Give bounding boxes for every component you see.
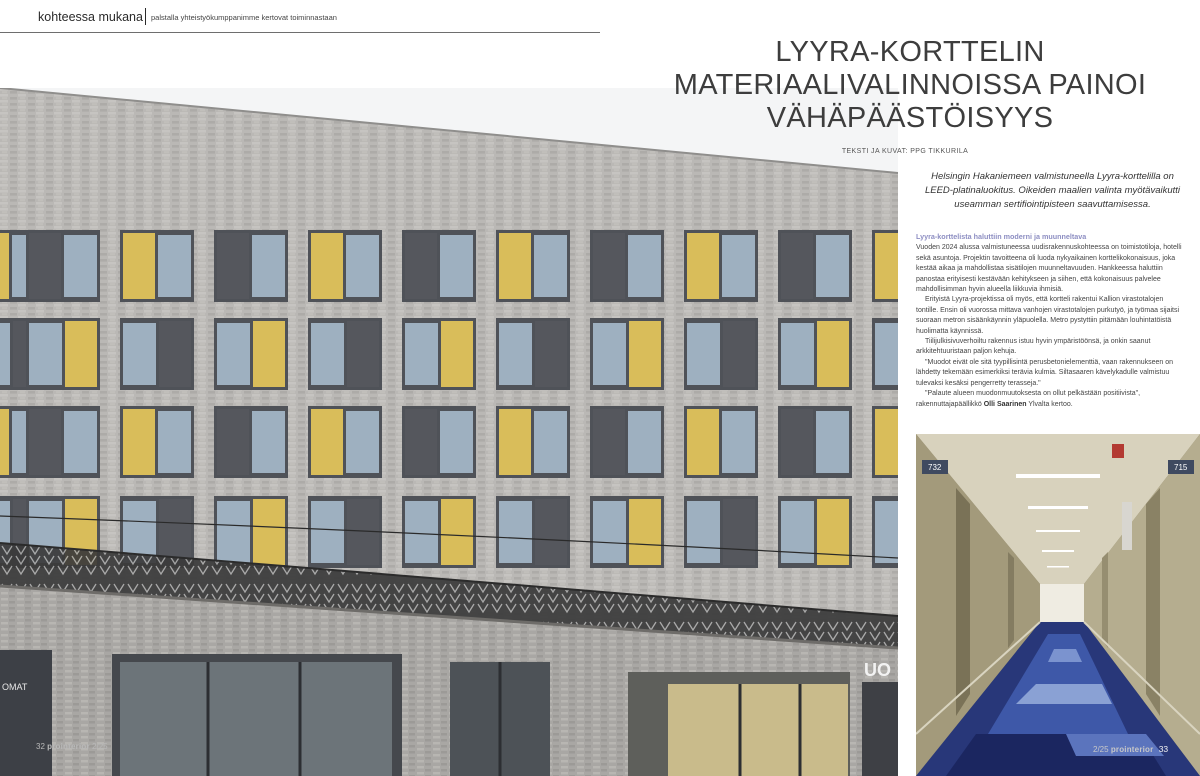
article-body: [916, 232, 1186, 410]
room-number-right: 715: [1174, 463, 1188, 472]
facade-panel: [311, 233, 343, 299]
facade-glass: [816, 411, 849, 473]
facade-panel: [217, 409, 249, 475]
body-paragraph: "Muodot eivät ole sitä tyypillisintä perusbetonielementtiä, vaan rakennukseen on lähdetty tekemään esimerkiksi terävia kulmia. Siltasaaren kävelykadulle valmistuu tulevaksi kesäksi pengerretty terasseja.": [916, 358, 1174, 387]
building-facade-photo: [0, 88, 898, 776]
corridor-illustration: [916, 434, 1200, 776]
facade-panel: [65, 321, 97, 387]
facade-panel: [535, 321, 567, 387]
facade-glass: [64, 411, 97, 473]
article-title-line: LYYRA-KORTTELIN: [775, 36, 1045, 68]
facade-panel: [123, 233, 155, 299]
facade-glass: [628, 411, 661, 473]
facade-panel: [0, 409, 9, 475]
facade-glass: [534, 411, 567, 473]
room-number-left: 732: [928, 463, 942, 472]
facade-panel: [629, 321, 661, 387]
facade-glass: [687, 501, 720, 563]
facade-panel: [123, 409, 155, 475]
header-divider: [145, 8, 146, 25]
facade-panel: [499, 233, 531, 299]
facade-glass: [346, 235, 379, 297]
facade-panel: [875, 233, 898, 299]
facade-glass: [311, 323, 344, 385]
facade-panel: [593, 233, 625, 299]
facade-panel: [781, 233, 813, 299]
facade-glass: [593, 501, 626, 563]
facade-glass: [123, 323, 156, 385]
closing-quote-attribution: Ylvalta kertoo.: [1026, 400, 1073, 408]
facade-glass: [593, 323, 626, 385]
facade-glass: [499, 501, 532, 563]
shop-sign-left: OMAT: [2, 682, 28, 692]
facade-panel: [441, 321, 473, 387]
facade-panel: [629, 499, 661, 565]
facade-glass: [252, 411, 285, 473]
section-label: kohteessa mukana: [38, 10, 143, 24]
building-facade-illustration: [0, 88, 898, 776]
hotel-corridor-photo: [916, 434, 1200, 776]
facade-glass: [816, 235, 849, 297]
facade-glass: [64, 235, 97, 297]
facade-panel: [441, 499, 473, 565]
facade-glass: [252, 235, 285, 297]
facade-panel: [311, 409, 343, 475]
facade-panel: [875, 409, 898, 475]
facade-glass: [628, 235, 661, 297]
facade-glass: [440, 235, 473, 297]
article-lead: Helsingin Hakaniemeen valmistuneella Lyyra-korttelilla on LEED-platinaluokitus. Oikeiden maalien valinta myötävaikutti useamman sertifiointipisteen saavuttamisessa.: [924, 171, 1181, 211]
facade-panel: [405, 409, 437, 475]
facade-panel: [159, 321, 191, 387]
body-paragraph: Erityistä Lyyra-projektissa oli myös, että kortteli rakentui Kallion virastotalojen tontille. Ensin oli vuorossa mittava vanhojen virastotalojen purkutyö, ja työmaa sijaitsi suoraan metron sisäänkäynnin yläpuolella. Metro pystyttiin pitämään louhintatöistä huolimatta käynnissä.: [916, 296, 1180, 335]
facade-panel: [723, 321, 755, 387]
facade-panel: [159, 499, 191, 565]
article-title: [640, 36, 1180, 135]
section-tagline: palstalla yhteistyökumppanimme kertovat toiminnastaan: [151, 13, 337, 22]
facade-panel: [817, 321, 849, 387]
facade-glass: [875, 501, 898, 563]
facade-glass: [499, 323, 532, 385]
facade-panel: [253, 499, 285, 565]
facade-glass: [722, 411, 755, 473]
facade-glass: [875, 323, 898, 385]
facade-panel: [499, 409, 531, 475]
issue-number: 2/25: [92, 742, 108, 751]
issue-number: 2/25: [1093, 745, 1109, 754]
facade-glass: [687, 323, 720, 385]
facade-panel: [29, 233, 61, 299]
facade-glass: [440, 411, 473, 473]
magazine-brand: prointerior: [47, 742, 90, 751]
body-paragraph: Vuoden 2024 alussa valmistuneessa uudisrakennuskohteessa on toimistotiloja, hotelli sekä asuntoja. Projektin tavoitteena oli luoda nykyaikainen korttelikokonaisuus, joka kestää aikaa ja mahdollistaa sisätilojen muunneltavuuden. Hankkeessa haluttiin panostaa erityisesti kestävään kehitykseen ja siihen, että kokonaisuus palvelee mahdollisimman hyvin alueella liikkuvia ihmisiä.: [916, 244, 1182, 294]
facade-glass: [781, 323, 814, 385]
facade-glass: [217, 323, 250, 385]
facade-panel: [217, 233, 249, 299]
facade-glass: [722, 235, 755, 297]
article-subhead: Lyyra-korttelista haluttiin moderni ja muunneltava: [916, 232, 1087, 241]
closing-quote: [916, 389, 1186, 410]
facade-glass: [217, 501, 250, 563]
facade-glass: [0, 323, 10, 385]
page-folio-left: [36, 742, 108, 751]
facade-panel: [781, 409, 813, 475]
facade-panel: [29, 409, 61, 475]
article-title-line: MATERIAALIVALINNOISSA PAINOI: [673, 69, 1147, 101]
quoted-person-name: Olli Saarinen: [983, 400, 1027, 408]
article-byline: TEKSTI JA KUVAT: PPG TIKKURILA: [841, 148, 969, 155]
facade-glass: [405, 501, 438, 563]
facade-panel: [687, 233, 719, 299]
article-title-line: VÄHÄPÄÄSTÖISYYS: [766, 102, 1054, 134]
facade-panel: [687, 409, 719, 475]
body-paragraph: Tiilijulkisivuverhoiltu rakennus istuu hyvin ympäristöönsä, ja onkin saanut arkkitehtuuristaan paljon kehuja.: [916, 338, 1151, 356]
facade-glass: [158, 411, 191, 473]
facade-panel: [253, 321, 285, 387]
section-header: [0, 0, 600, 33]
facade-panel: [593, 409, 625, 475]
facade-panel: [535, 499, 567, 565]
page-number-right: 33: [1158, 744, 1169, 754]
facade-panel: [0, 233, 9, 299]
page-number-left: 32: [36, 742, 45, 751]
facade-panel: [723, 499, 755, 565]
facade-glass: [346, 411, 379, 473]
closing-quote-text: "Palaute alueen muodonmuutoksesta on ollut pelkästään positiivista", rakennuttajapäällikkö: [916, 390, 1141, 408]
facade-glass: [311, 501, 344, 563]
page-folio-right: [1093, 744, 1168, 754]
facade-panel: [405, 233, 437, 299]
facade-glass: [405, 323, 438, 385]
facade-panel: [347, 321, 379, 387]
facade-glass: [29, 323, 62, 385]
shop-sign-right: UO: [864, 660, 891, 680]
facade-glass: [158, 235, 191, 297]
magazine-brand: prointerior: [1110, 745, 1154, 754]
facade-glass: [534, 235, 567, 297]
